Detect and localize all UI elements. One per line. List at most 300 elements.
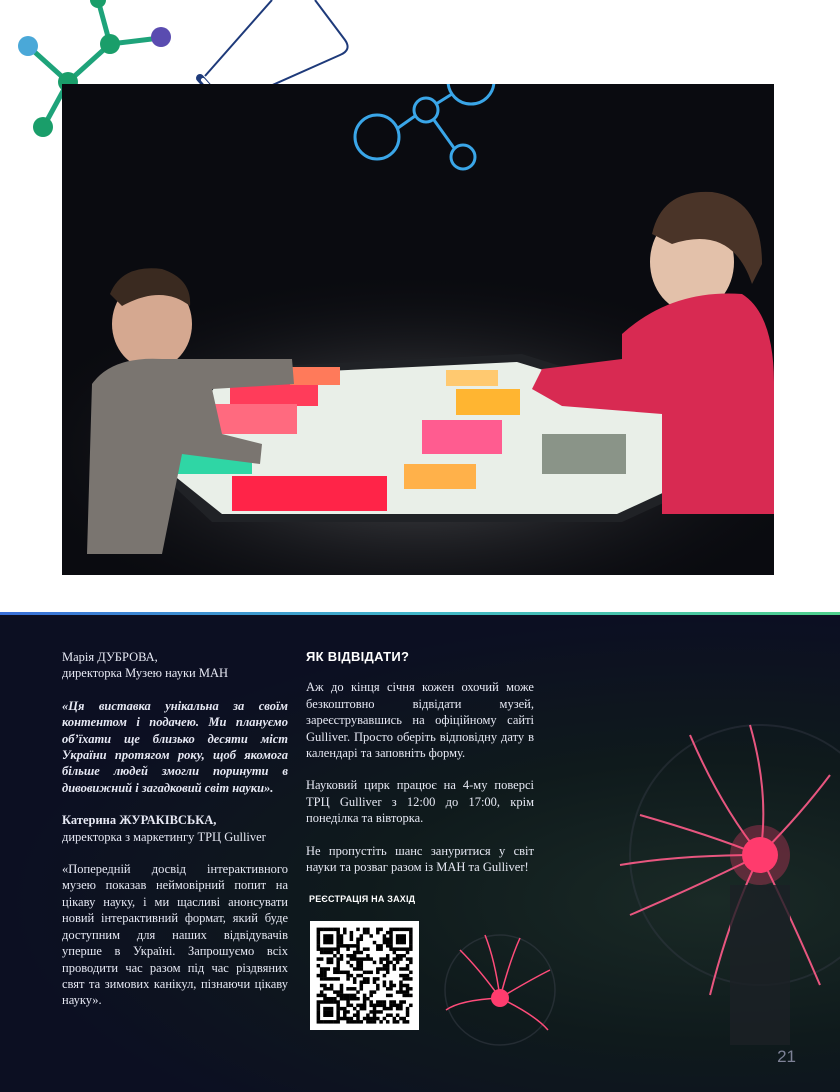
qr-module — [327, 987, 331, 991]
qr-module — [409, 944, 413, 948]
qr-module — [327, 1000, 331, 1004]
qr-module — [333, 977, 337, 981]
middle-column — [306, 649, 534, 920]
qr-module — [399, 1017, 403, 1021]
qr-module — [323, 997, 327, 1001]
qr-module — [379, 1000, 383, 1004]
qr-module — [399, 928, 403, 932]
qr-module — [356, 967, 360, 971]
qr-module — [333, 928, 337, 932]
qr-module — [409, 928, 413, 932]
qr-module — [320, 990, 324, 994]
qr-module — [340, 944, 344, 948]
qr-module — [409, 1004, 413, 1008]
qr-module — [383, 1017, 387, 1021]
qr-module — [369, 957, 373, 961]
qr-module — [340, 938, 344, 942]
qr-module — [350, 1017, 354, 1021]
qr-module — [379, 957, 383, 961]
qr-module — [346, 947, 350, 951]
qr-module — [399, 987, 403, 991]
qr-module — [393, 1004, 397, 1008]
qr-module — [330, 941, 334, 945]
qr-module — [353, 954, 357, 958]
qr-module — [340, 954, 344, 958]
plasma-ball-small-image — [440, 930, 560, 1050]
qr-module — [327, 1007, 331, 1011]
qr-module — [343, 931, 347, 935]
qr-module — [320, 974, 324, 978]
qr-module — [356, 928, 360, 932]
qr-module — [350, 964, 354, 968]
qr-module — [393, 964, 397, 968]
qr-module — [379, 1004, 383, 1008]
qr-module — [409, 977, 413, 981]
qr-module — [330, 938, 334, 942]
qr-module — [323, 977, 327, 981]
qr-module — [353, 967, 357, 971]
qr-module — [330, 951, 334, 955]
qr-module — [330, 997, 334, 1001]
qr-module — [409, 994, 413, 998]
qr-module — [360, 934, 364, 938]
qr-module — [350, 931, 354, 935]
qr-module — [363, 947, 367, 951]
qr-module — [336, 1017, 340, 1021]
qr-module — [406, 994, 410, 998]
qr-module — [317, 1020, 321, 1024]
qr-module — [389, 941, 393, 945]
qr-module — [402, 928, 406, 932]
left-column — [62, 649, 288, 1025]
qr-module — [389, 934, 393, 938]
qr-module — [353, 987, 357, 991]
qr-module — [327, 997, 331, 1001]
qr-module — [389, 947, 393, 951]
qr-module — [402, 947, 406, 951]
qr-module — [389, 944, 393, 948]
qr-module — [323, 984, 327, 988]
qr-module — [406, 1007, 410, 1011]
qr-module — [350, 944, 354, 948]
qr-module — [373, 990, 377, 994]
qr-module — [323, 971, 327, 975]
qr-module — [409, 957, 413, 961]
qr-module — [343, 1007, 347, 1011]
qr-module — [317, 1007, 321, 1011]
qr-module — [346, 1020, 350, 1024]
qr-module — [327, 947, 331, 951]
qr-module — [389, 994, 393, 998]
plasma-ball-image — [600, 715, 840, 1045]
qr-module — [383, 974, 387, 978]
qr-module — [376, 971, 380, 975]
qr-module — [389, 961, 393, 965]
qr-module — [383, 957, 387, 961]
qr-module — [376, 1010, 380, 1014]
qr-module — [363, 928, 367, 932]
qr-module — [330, 928, 334, 932]
qr-module — [320, 947, 324, 951]
qr-module — [389, 1004, 393, 1008]
qr-module — [327, 957, 331, 961]
qr-module — [396, 1004, 400, 1008]
qr-module — [317, 928, 321, 932]
qr-module — [336, 931, 340, 935]
qr-module — [402, 1020, 406, 1024]
qr-module — [386, 961, 390, 965]
qr-module — [379, 961, 383, 965]
qr-module — [389, 987, 393, 991]
qr-module — [376, 931, 380, 935]
qr-module — [383, 980, 387, 984]
qr-module — [323, 934, 327, 938]
qr-module — [389, 931, 393, 935]
qr-module — [379, 944, 383, 948]
qr-module — [336, 990, 340, 994]
qr-module — [353, 1013, 357, 1017]
qr-module — [386, 987, 390, 991]
qr-module — [360, 951, 364, 955]
qr-module — [366, 997, 370, 1001]
qr-module — [317, 974, 321, 978]
qr-module — [406, 984, 410, 988]
qr-module — [363, 994, 367, 998]
qr-module — [366, 1020, 370, 1024]
qr-module — [369, 971, 373, 975]
qr-module — [409, 947, 413, 951]
qr-module — [406, 1010, 410, 1014]
qr-module — [406, 1020, 410, 1024]
qr-module — [353, 994, 357, 998]
speaker2-name: Катерина ЖУРАКІВСЬКА, — [62, 813, 217, 828]
qr-module — [340, 984, 344, 988]
qr-module — [350, 938, 354, 942]
qr-module — [360, 967, 364, 971]
qr-module — [389, 1013, 393, 1017]
qr-module — [376, 1017, 380, 1021]
qr-module — [327, 938, 331, 942]
qr-module — [366, 931, 370, 935]
qr-module — [396, 934, 400, 938]
qr-module — [340, 1017, 344, 1021]
qr-module — [356, 951, 360, 955]
qr-module — [393, 1017, 397, 1021]
qr-module — [333, 967, 337, 971]
qr-module — [323, 947, 327, 951]
qr-module — [389, 984, 393, 988]
qr-module — [409, 941, 413, 945]
qr-module — [323, 967, 327, 971]
qr-module — [386, 967, 390, 971]
qr-module — [406, 964, 410, 968]
qr-module — [406, 928, 410, 932]
qr-module — [327, 967, 331, 971]
qr-module — [346, 974, 350, 978]
qr-module — [350, 997, 354, 1001]
qr-module — [409, 971, 413, 975]
qr-module — [373, 977, 377, 981]
qr-module — [360, 961, 364, 965]
qr-module — [346, 1000, 350, 1004]
qr-module — [346, 1004, 350, 1008]
qr-module — [340, 1007, 344, 1011]
qr-module — [402, 1000, 406, 1004]
registration-qr-code[interactable] — [310, 921, 419, 1030]
qr-module — [336, 941, 340, 945]
qr-module — [350, 974, 354, 978]
qr-module — [383, 1000, 387, 1004]
qr-module — [340, 994, 344, 998]
qr-module — [317, 1000, 321, 1004]
qr-module — [386, 1007, 390, 1011]
qr-module — [330, 1007, 334, 1011]
qr-module — [336, 977, 340, 981]
qr-module — [356, 1017, 360, 1021]
qr-module — [336, 938, 340, 942]
qr-module — [353, 1020, 357, 1024]
qr-module — [353, 957, 357, 961]
qr-module — [327, 934, 331, 938]
qr-module — [383, 967, 387, 971]
qr-module — [340, 971, 344, 975]
qr-module — [393, 951, 397, 955]
qr-module — [379, 1020, 383, 1024]
qr-module — [366, 957, 370, 961]
qr-module — [346, 994, 350, 998]
qr-module — [396, 1020, 400, 1024]
qr-module — [346, 971, 350, 975]
qr-module — [366, 954, 370, 958]
qr-module — [330, 1020, 334, 1024]
qr-module — [393, 947, 397, 951]
qr-module — [333, 971, 337, 975]
qr-module — [369, 1020, 373, 1024]
qr-module — [317, 938, 321, 942]
qr-module — [340, 997, 344, 1001]
qr-module — [376, 977, 380, 981]
qr-module — [376, 947, 380, 951]
qr-module — [396, 957, 400, 961]
hero-photo — [62, 84, 774, 575]
qr-module — [402, 941, 406, 945]
qr-module — [317, 944, 321, 948]
qr-module — [386, 964, 390, 968]
qr-module — [330, 1000, 334, 1004]
qr-module — [396, 1013, 400, 1017]
qr-module — [393, 1020, 397, 1024]
qr-module — [323, 938, 327, 942]
qr-module — [350, 987, 354, 991]
qr-module — [356, 997, 360, 1001]
qr-module — [323, 1020, 327, 1024]
qr-module — [320, 1020, 324, 1024]
page-number: 21 — [777, 1047, 796, 1066]
qr-module — [402, 954, 406, 958]
qr-module — [343, 971, 347, 975]
qr-module — [366, 1017, 370, 1021]
speaker1-quote: «Ця виставка унікальна за своїм контентом і подачею. Ми плануємо об’їхати ще близько десяти міст України протягом року, щоб якомога більше людей змогли поринути в дивовижний і загадковий світ науки». — [62, 698, 288, 795]
qr-module — [373, 1004, 377, 1008]
qr-module — [343, 997, 347, 1001]
qr-module — [406, 967, 410, 971]
qr-module — [336, 967, 340, 971]
qr-module — [356, 1013, 360, 1017]
qr-module — [363, 1004, 367, 1008]
qr-module — [373, 941, 377, 945]
qr-module — [350, 994, 354, 998]
qr-module — [327, 1020, 331, 1024]
qr-module — [336, 994, 340, 998]
qr-module — [356, 1020, 360, 1024]
qr-module — [323, 1013, 327, 1017]
qr-module — [317, 941, 321, 945]
qr-module — [333, 990, 337, 994]
qr-module — [320, 951, 324, 955]
qr-module — [356, 947, 360, 951]
qr-module — [376, 967, 380, 971]
qr-module — [373, 1010, 377, 1014]
qr-module — [317, 934, 321, 938]
qr-module — [327, 1010, 331, 1014]
qr-module — [336, 961, 340, 965]
qr-module — [376, 928, 380, 932]
qr-module — [336, 951, 340, 955]
qr-module — [389, 928, 393, 932]
qr-module — [317, 947, 321, 951]
qr-module — [336, 1010, 340, 1014]
qr-module — [399, 980, 403, 984]
qr-module — [402, 938, 406, 942]
qr-module — [317, 1004, 321, 1008]
qr-module — [379, 967, 383, 971]
qr-module — [406, 974, 410, 978]
qr-module — [356, 964, 360, 968]
qr-module — [330, 947, 334, 951]
qr-module — [320, 994, 324, 998]
qr-module — [330, 987, 334, 991]
qr-module — [336, 1007, 340, 1011]
qr-module — [363, 971, 367, 975]
qr-module — [323, 941, 327, 945]
qr-module — [360, 957, 364, 961]
qr-module — [317, 931, 321, 935]
qr-module — [393, 928, 397, 932]
visit-heading: ЯК ВІДВІДАТИ? — [306, 649, 410, 664]
qr-module — [330, 1013, 334, 1017]
qr-module — [353, 977, 357, 981]
qr-module — [386, 957, 390, 961]
qr-module — [383, 938, 387, 942]
qr-module — [343, 944, 347, 948]
visit-paragraph-2: Науковий цирк працює на 4-му поверсі ТРЦ Gulliver з 12:00 до 17:00, крім понеділка та вівторка. — [306, 778, 534, 826]
qr-module — [356, 941, 360, 945]
qr-module — [409, 961, 413, 965]
qr-module — [330, 957, 334, 961]
qr-module — [320, 1000, 324, 1004]
qr-module — [356, 1004, 360, 1008]
qr-module — [330, 977, 334, 981]
qr-module — [317, 1013, 321, 1017]
qr-module — [399, 954, 403, 958]
qr-module — [320, 928, 324, 932]
qr-module — [386, 938, 390, 942]
qr-module — [399, 1004, 403, 1008]
qr-module — [317, 1010, 321, 1014]
qr-module — [340, 957, 344, 961]
qr-module — [323, 994, 327, 998]
qr-module — [383, 984, 387, 988]
qr-module — [399, 1000, 403, 1004]
qr-module — [363, 980, 367, 984]
qr-module — [346, 954, 350, 958]
qr-module — [346, 977, 350, 981]
qr-module — [330, 984, 334, 988]
qr-module — [343, 1017, 347, 1021]
qr-module — [396, 954, 400, 958]
qr-module — [383, 941, 387, 945]
qr-module — [323, 951, 327, 955]
qr-module — [369, 990, 373, 994]
qr-module — [402, 934, 406, 938]
qr-module — [389, 938, 393, 942]
qr-module — [373, 980, 377, 984]
qr-module — [356, 944, 360, 948]
qr-module — [336, 1000, 340, 1004]
qr-module — [360, 1020, 364, 1024]
qr-module — [363, 977, 367, 981]
qr-module — [369, 1010, 373, 1014]
qr-module — [360, 984, 364, 988]
qr-module — [336, 947, 340, 951]
qr-module — [366, 971, 370, 975]
qr-module — [373, 1007, 377, 1011]
qr-module — [396, 990, 400, 994]
qr-module — [396, 941, 400, 945]
qr-module — [366, 977, 370, 981]
qr-module — [323, 1007, 327, 1011]
qr-module — [317, 957, 321, 961]
qr-module — [323, 987, 327, 991]
qr-module — [360, 1007, 364, 1011]
qr-module — [336, 928, 340, 932]
qr-module — [350, 957, 354, 961]
qr-module — [406, 1013, 410, 1017]
qr-module — [346, 944, 350, 948]
qr-module — [369, 1000, 373, 1004]
qr-module — [409, 938, 413, 942]
qr-module — [317, 1017, 321, 1021]
qr-module — [360, 974, 364, 978]
qr-module — [323, 1000, 327, 1004]
qr-module — [350, 1004, 354, 1008]
qr-module — [320, 967, 324, 971]
qr-module — [336, 1013, 340, 1017]
qr-module — [389, 980, 393, 984]
visit-paragraph-3: Не пропустіть шанс зануритися у світ науки та розваг разом із МАН та Gulliver! — [306, 843, 534, 875]
qr-module — [393, 957, 397, 961]
qr-module — [379, 1010, 383, 1014]
qr-module — [343, 1010, 347, 1014]
qr-module — [399, 938, 403, 942]
qr-module — [320, 971, 324, 975]
qr-module — [373, 1017, 377, 1021]
qr-module — [353, 980, 357, 984]
qr-module — [336, 957, 340, 961]
qr-module — [346, 1010, 350, 1014]
qr-module — [409, 934, 413, 938]
qr-module — [353, 997, 357, 1001]
